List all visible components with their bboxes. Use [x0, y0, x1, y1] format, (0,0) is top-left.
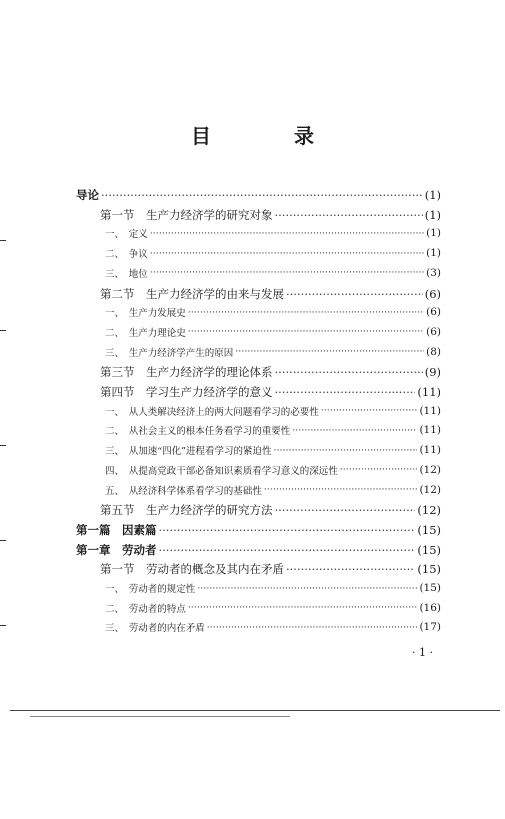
toc-entry-label: 二、 劳动者的特点: [105, 603, 186, 615]
toc-entry[interactable]: [105, 404, 441, 418]
toc-entry-page: (15): [419, 582, 441, 594]
toc-entry[interactable]: [105, 443, 441, 457]
dot-leader: [321, 405, 418, 416]
toc-entry-label: 第一篇 因素篇: [76, 522, 157, 537]
dot-leader: [275, 365, 423, 379]
toc-entry-label: 第五节 生产力经济学的研究方法: [100, 503, 273, 518]
toc-entry[interactable]: [100, 207, 441, 223]
dot-leader: [188, 307, 424, 318]
toc-entry[interactable]: [105, 325, 441, 339]
toc-entry[interactable]: [105, 463, 441, 477]
toc-entry-label: 二、 生产力理论史: [105, 327, 186, 339]
toc-entry-page: (15): [417, 542, 441, 557]
toc-entry[interactable]: [76, 542, 441, 558]
toc-entry[interactable]: [76, 187, 441, 203]
toc-entry-label: 第一节 生产力经济学的研究对象: [100, 207, 273, 222]
toc-entry-page: (12): [417, 503, 441, 518]
toc-entry[interactable]: [105, 483, 441, 497]
dot-leader: [286, 562, 415, 576]
toc-entry[interactable]: [105, 345, 441, 359]
toc-entry[interactable]: [105, 266, 441, 280]
toc-entry-page: (11): [417, 385, 441, 399]
toc-entry[interactable]: [100, 502, 441, 518]
toc-entry[interactable]: [105, 246, 441, 260]
toc-entry-page: (15): [417, 562, 441, 577]
dot-leader: [273, 445, 417, 456]
toc-entry-label: 五、 从经济科学体系看学习的基础性: [105, 485, 262, 497]
toc-entry[interactable]: [105, 423, 441, 437]
toc-entry-label: 一、 劳动者的规定性: [105, 584, 196, 595]
toc-entry-page: (15): [417, 522, 441, 537]
toc-entry-label: 三、 生产力经济学产生的原因: [105, 347, 234, 359]
dot-leader: [188, 602, 418, 613]
toc-entry-page: (11): [419, 424, 441, 437]
toc-entry-label: 第一章 劳动者: [76, 542, 157, 557]
toc-entry-label: 第四节 学习生产力经济学的意义: [100, 385, 273, 399]
toc-entry-page: (12): [419, 483, 441, 496]
toc-entry-label: 三、 地位: [105, 268, 148, 280]
toc-entry-label: 四、 从提高党政干部必备知识素质看学习意义的深远性: [105, 465, 338, 477]
toc-entry-page: (3): [426, 266, 441, 279]
toc-entry-label: 三、 从加速“四化”进程看学习的紧迫性: [105, 446, 272, 458]
toc-entry[interactable]: [100, 286, 441, 302]
dot-leader: [275, 385, 416, 399]
dot-leader: [275, 208, 423, 222]
dot-leader: [207, 622, 418, 633]
toc-entry-page: (6): [424, 286, 441, 301]
toc-entry-page: (6): [426, 306, 441, 319]
toc-entry-page: (17): [419, 621, 441, 634]
dot-leader: [340, 464, 418, 475]
toc-entry-page: (1): [426, 227, 441, 240]
dot-leader: [159, 543, 416, 557]
toc-entry-label: 一、 定义: [105, 229, 148, 241]
margin-mark: [0, 625, 6, 626]
toc-entry-label: 三、 劳动者的内在矛盾: [105, 623, 205, 635]
toc-entry-label: 第三节 生产力经济学的理论体系: [100, 365, 273, 380]
dot-leader: [235, 346, 424, 357]
toc-entry-label: 第二节 生产力经济学的由来与发展: [100, 286, 284, 301]
toc-entry-page: (12): [419, 463, 441, 476]
toc-entry-label: 二、 争议: [105, 249, 148, 261]
margin-mark: [0, 240, 6, 241]
dot-leader: [150, 248, 424, 259]
dot-leader: [188, 326, 424, 337]
toc-entry-page: (16): [419, 601, 441, 614]
toc-entry-label: 一、 从人类解决经济上的两大问题看学习的必要性: [105, 406, 319, 418]
dot-leader: [286, 287, 423, 301]
margin-mark: [0, 330, 6, 331]
toc-entry-page: (1): [424, 188, 441, 202]
toc-entry-page: (11): [419, 404, 441, 417]
toc-entry-label: 一、 生产力发展史: [105, 308, 186, 320]
toc-entry-label: 二、 从社会主义的根本任务看学习的重要性: [105, 426, 291, 438]
toc-entry[interactable]: [105, 601, 441, 615]
toc-entry-label: 第一节 劳动者的概念及其内在矛盾: [100, 562, 284, 577]
toc-entry[interactable]: [76, 522, 441, 538]
page-title: 目 录: [191, 124, 352, 148]
toc-entry-page: (6): [426, 325, 441, 338]
dot-leader: [292, 425, 417, 436]
toc-entry[interactable]: [105, 305, 441, 319]
toc-entry-page: (1): [426, 247, 441, 260]
toc-entry[interactable]: [105, 226, 441, 240]
toc-entry[interactable]: [100, 364, 441, 380]
toc-entry[interactable]: [100, 561, 441, 577]
toc-entry-page: (9): [424, 365, 441, 380]
page-number: · 1 ·: [412, 646, 433, 659]
toc-entry[interactable]: [105, 581, 441, 595]
dot-leader: [197, 583, 417, 594]
bottom-rule-secondary: [30, 716, 290, 717]
dot-leader: [264, 484, 418, 495]
toc-entry-page: (11): [419, 444, 441, 457]
dot-leader: [159, 523, 416, 537]
dot-leader: [150, 267, 424, 278]
margin-mark: [0, 445, 6, 446]
dot-leader: [275, 503, 416, 517]
toc-entry-label: 导论: [76, 188, 99, 202]
toc-entry-page: (1): [424, 207, 441, 222]
dot-leader: [150, 228, 424, 239]
margin-mark: [0, 540, 6, 541]
dot-leader: [101, 188, 423, 202]
toc-entry[interactable]: [100, 384, 441, 400]
bottom-rule: [10, 710, 500, 711]
toc-entry[interactable]: [105, 620, 441, 634]
toc-entry-page: (8): [426, 345, 441, 358]
